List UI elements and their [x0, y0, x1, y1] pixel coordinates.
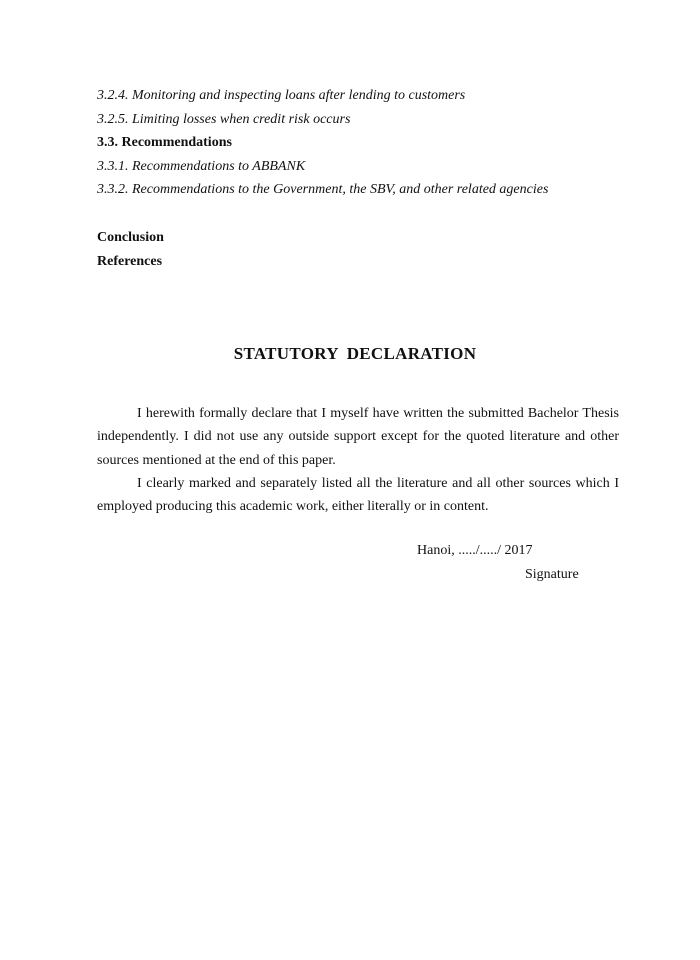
toc-entry-3-2-5: 3.2.5. Limiting losses when credit risk occurs — [97, 111, 351, 127]
toc-entry-3-3-1: 3.3.1. Recommendations to ABBANK — [97, 158, 306, 174]
toc-entry-references: References — [97, 253, 163, 269]
declaration-paragraph-2: I clearly marked and separately listed all the literature and all other sources which I employed producing this academic work, either literally or in content. — [97, 475, 619, 515]
table-of-contents — [97, 84, 637, 202]
declaration-body — [97, 402, 619, 518]
toc-entry-3-2-4: 3.2.4. Monitoring and inspecting loans after lending to customers — [97, 88, 466, 103]
toc-entry-3-3: 3.3. Recommendations — [97, 135, 232, 150]
toc-entry-3-3-2: 3.3.2. Recommendations to the Government, the SBV, and other related agencies — [97, 182, 549, 197]
declaration-paragraph-1: I herewith formally declare that I myself have written the submitted Bachelor Thesis independently. I did not use any outside support except for the quoted literature and other sources mentioned at the end of this paper. — [97, 406, 619, 468]
toc-entry-conclusion: Conclusion — [97, 230, 164, 245]
signature-label: Signature — [525, 567, 579, 582]
toc-closing-entries — [97, 226, 164, 273]
place-date-line: Hanoi, ...../...../ 2017 — [417, 543, 533, 558]
declaration-title: STATUTORY DECLARATION — [233, 344, 477, 363]
